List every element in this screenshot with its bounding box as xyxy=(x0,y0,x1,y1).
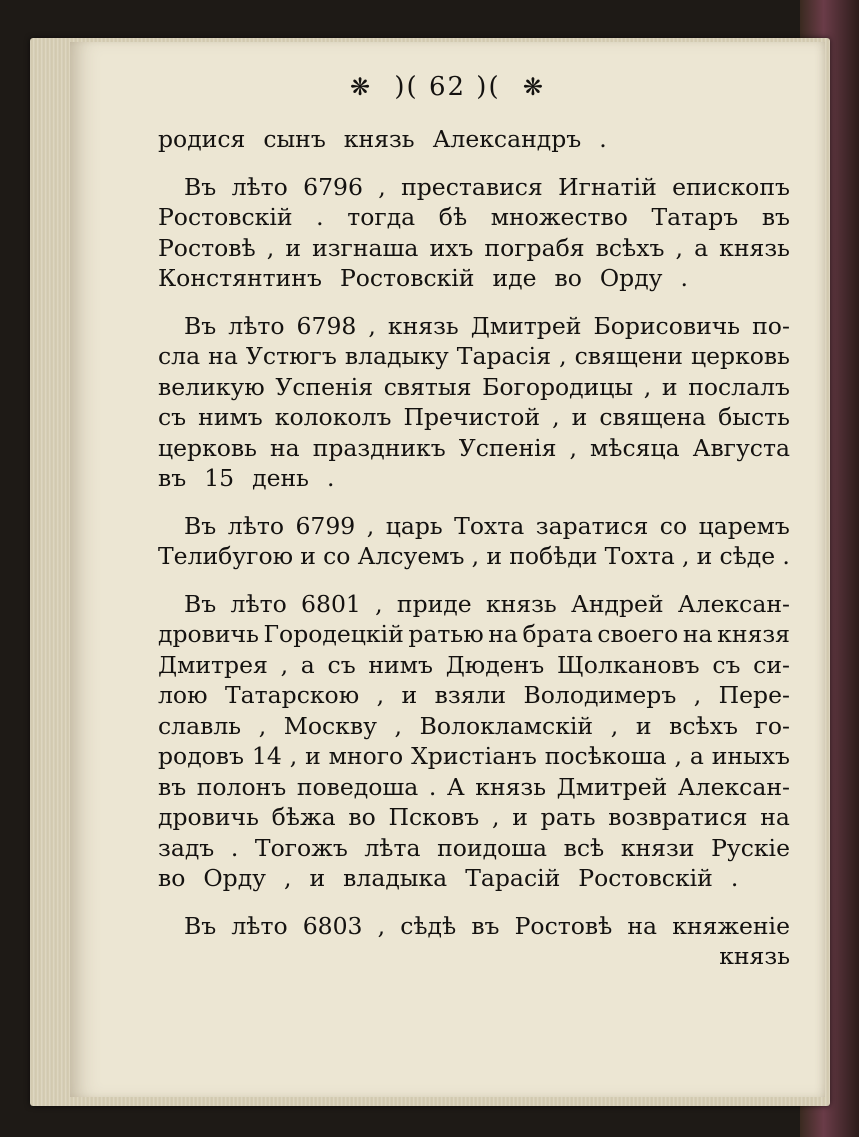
word: на xyxy=(760,803,790,831)
word: , xyxy=(289,742,298,770)
word: Констянтинъ xyxy=(158,264,322,292)
text-line xyxy=(158,124,790,155)
word: Татаръ xyxy=(651,203,739,231)
word: 6799 xyxy=(295,511,356,540)
word: епископъ xyxy=(672,172,790,201)
word: княженіе xyxy=(672,911,790,940)
text-line xyxy=(158,372,790,403)
word: поидоша xyxy=(437,833,548,862)
word: на xyxy=(208,342,238,370)
word: заратися xyxy=(535,511,649,540)
word: Дмитрей xyxy=(556,772,668,801)
word: , xyxy=(552,403,560,431)
word: и xyxy=(486,542,503,570)
word: Дюденъ xyxy=(445,650,545,679)
book-page xyxy=(70,42,825,1097)
word: нимъ xyxy=(368,650,433,679)
word: Успенія xyxy=(275,372,374,401)
word: Христіанъ xyxy=(411,742,537,770)
word: владыка xyxy=(343,864,448,892)
word: . xyxy=(782,542,790,570)
paragraph-6803 xyxy=(158,911,790,942)
word: во xyxy=(158,864,186,892)
word: на xyxy=(682,620,713,648)
paragraph-6799 xyxy=(158,511,790,572)
word: . xyxy=(680,264,688,292)
word: князя xyxy=(717,620,790,648)
word: Рускіе xyxy=(711,833,790,862)
word: Ростовѣ xyxy=(158,233,256,262)
word: Борисовичь xyxy=(593,311,741,340)
word: во xyxy=(554,264,582,292)
word: , xyxy=(368,311,376,340)
text-line xyxy=(158,650,790,681)
left-ornament-icon: ❋ xyxy=(350,73,373,101)
word: тогда xyxy=(347,203,416,231)
text-line xyxy=(158,741,790,772)
text-line xyxy=(158,711,790,742)
word: и xyxy=(571,403,588,431)
word: , xyxy=(284,864,292,892)
word: Алсуемъ xyxy=(357,542,465,570)
word: Пере- xyxy=(718,681,790,709)
word: родовъ xyxy=(158,742,244,770)
word: Алексан- xyxy=(677,589,790,618)
text-line xyxy=(158,833,790,864)
page-number: )( 62 )( xyxy=(394,72,501,102)
word: въ xyxy=(761,203,790,231)
word: . xyxy=(730,864,739,892)
word: въ xyxy=(158,464,187,492)
word: 6796 xyxy=(303,172,363,201)
text-line xyxy=(158,202,790,233)
word: Алексан- xyxy=(677,772,790,801)
word: , xyxy=(394,711,403,740)
word: Ростовскій xyxy=(339,264,475,292)
word: брата xyxy=(522,620,593,648)
text-line xyxy=(158,772,790,803)
catchword: князь xyxy=(719,942,790,970)
word: Володимеръ xyxy=(523,681,677,709)
word: Игнатій xyxy=(558,172,657,201)
word: Устюгъ xyxy=(245,342,337,370)
word: , xyxy=(376,681,385,709)
page-text xyxy=(158,124,790,972)
word: царемъ xyxy=(698,511,790,540)
word: всѣхъ xyxy=(669,711,738,740)
word: , xyxy=(491,803,500,831)
word: и xyxy=(696,542,713,570)
word: князь xyxy=(719,233,790,262)
word: побѣди xyxy=(509,542,598,570)
text-line xyxy=(158,511,790,542)
word: лѣто xyxy=(228,311,285,340)
word: сла xyxy=(158,342,201,370)
word: , xyxy=(366,511,375,540)
word: 6801 xyxy=(301,589,361,618)
word: нимъ xyxy=(198,403,263,431)
word: 14 xyxy=(251,742,282,770)
text-line xyxy=(158,172,790,203)
word: много xyxy=(328,742,404,770)
word: Въ xyxy=(184,589,217,618)
word: князь xyxy=(387,311,459,340)
word: князь xyxy=(475,772,547,801)
word: посѣкоша xyxy=(544,742,667,770)
word: на xyxy=(627,911,658,940)
word: Дмитрея xyxy=(158,650,268,679)
word: лѣто xyxy=(227,511,284,540)
word: сѣде xyxy=(719,542,776,570)
word: и xyxy=(300,542,316,570)
word: святыя xyxy=(383,372,472,401)
word: , xyxy=(377,911,386,940)
word: си- xyxy=(753,650,790,679)
word: своего xyxy=(597,620,679,648)
paragraph-6801 xyxy=(158,589,790,894)
word: Щолкановъ xyxy=(556,650,700,679)
word: князь xyxy=(485,589,557,618)
word: Псковъ xyxy=(388,803,480,831)
word: , xyxy=(610,711,619,740)
word: , xyxy=(674,742,682,770)
text-line xyxy=(158,541,790,572)
word: иныхъ xyxy=(711,742,790,770)
word: владыку xyxy=(344,342,449,370)
word: во xyxy=(348,803,376,831)
text-line xyxy=(158,341,790,372)
word: дровичь xyxy=(158,803,259,831)
word: въ xyxy=(158,772,187,801)
word: Богородицы xyxy=(482,372,634,401)
word: , xyxy=(258,711,267,740)
word: священа xyxy=(599,403,707,431)
word: , xyxy=(675,233,683,262)
word: Пречистой xyxy=(403,403,541,431)
word: лѣта xyxy=(364,833,421,862)
word: Тохта xyxy=(454,511,525,540)
word: , xyxy=(375,589,383,618)
word: Орду xyxy=(599,264,663,292)
word: , xyxy=(569,433,577,462)
word: колоколъ xyxy=(274,403,392,431)
word: и xyxy=(512,803,528,831)
word: Орду xyxy=(203,864,266,892)
text-line xyxy=(158,911,790,942)
word: 6803 xyxy=(302,911,363,940)
right-ornament-icon: ❋ xyxy=(522,73,545,101)
word: славль xyxy=(158,711,242,740)
word: . xyxy=(599,125,607,153)
paragraph-6798 xyxy=(158,311,790,494)
word: священи xyxy=(574,342,683,370)
word: Въ xyxy=(184,511,217,540)
text-line xyxy=(158,433,790,464)
word: церковь xyxy=(158,433,257,462)
word: князь xyxy=(343,125,415,153)
word: и xyxy=(309,864,326,892)
text-line xyxy=(158,863,790,894)
word: сѣдѣ xyxy=(400,911,457,940)
word: съ xyxy=(712,650,741,679)
word: приде xyxy=(396,589,472,618)
word: на xyxy=(269,433,300,462)
word: Дмитрей xyxy=(470,311,582,340)
word: , xyxy=(681,542,690,570)
word: по- xyxy=(752,311,790,340)
text-line xyxy=(158,589,790,620)
word: всѣхъ xyxy=(595,233,665,262)
word: Въ xyxy=(184,911,217,940)
word: а xyxy=(689,742,704,770)
word: Ростовскій xyxy=(158,203,293,231)
word: Ростовѣ xyxy=(514,911,613,940)
word: день xyxy=(252,464,309,492)
word: Въ xyxy=(184,172,217,201)
word: , xyxy=(559,342,567,370)
word: а xyxy=(694,233,709,262)
word: преставися xyxy=(401,172,543,201)
word: 6798 xyxy=(296,311,357,340)
word: , xyxy=(280,650,289,679)
word: сынъ xyxy=(263,125,326,153)
paragraph-1 xyxy=(158,124,790,155)
text-line xyxy=(158,311,790,342)
word: Волокламскій xyxy=(419,711,594,740)
word: , xyxy=(643,372,652,401)
word: великую xyxy=(158,372,265,401)
word: князи xyxy=(620,833,695,862)
word: лѣто xyxy=(231,172,288,201)
word: . xyxy=(428,772,437,801)
text-line xyxy=(158,619,790,650)
word: рать xyxy=(540,803,596,831)
word: а xyxy=(300,650,315,679)
word: Москву xyxy=(283,711,377,740)
word: въ xyxy=(471,911,500,940)
text-line xyxy=(158,680,790,711)
word: лою xyxy=(158,681,208,709)
word: дровичь xyxy=(158,620,259,648)
word: всѣ xyxy=(563,833,605,862)
word: и xyxy=(401,681,418,709)
word: и xyxy=(285,233,301,262)
word: Тарасія xyxy=(456,342,552,370)
text-line xyxy=(158,263,790,294)
word: со xyxy=(323,542,351,570)
word: поведоша xyxy=(296,772,419,801)
word: го- xyxy=(755,711,790,740)
paragraph-6796 xyxy=(158,172,790,294)
word: Тогожъ xyxy=(254,833,348,862)
word: бысть xyxy=(718,403,790,431)
word: Телибугою xyxy=(158,542,294,570)
word: съ xyxy=(327,650,356,679)
word: Тарасій xyxy=(465,864,561,892)
word: родися xyxy=(158,125,246,153)
word: , xyxy=(471,542,480,570)
word: , xyxy=(266,233,275,262)
word: возвратися xyxy=(608,803,748,831)
word: А xyxy=(446,772,465,801)
word: . xyxy=(326,464,335,492)
word: бѣжа xyxy=(271,803,336,831)
word: 15 xyxy=(204,464,235,492)
word: , xyxy=(693,681,702,709)
word: церковь xyxy=(691,342,790,370)
word: взяли xyxy=(434,681,507,709)
word: . xyxy=(316,203,324,231)
word: лѣто xyxy=(230,589,287,618)
word: ихъ xyxy=(429,233,474,262)
text-line xyxy=(158,463,790,494)
word: Александръ xyxy=(432,125,582,153)
word: полонъ xyxy=(196,772,287,801)
word: Въ xyxy=(184,311,217,340)
word: иде xyxy=(492,264,537,292)
word: Успенія xyxy=(458,433,557,462)
word: праздникъ xyxy=(312,433,446,462)
word: Андрей xyxy=(571,589,664,618)
word: ратью xyxy=(408,620,484,648)
text-line xyxy=(158,802,790,833)
word: Августа xyxy=(692,433,790,462)
word: съ xyxy=(158,403,187,431)
word: Городецкій xyxy=(263,620,404,648)
word: лѣто xyxy=(231,911,288,940)
word: пограбя xyxy=(484,233,585,262)
word: и xyxy=(305,742,321,770)
word: и xyxy=(661,372,678,401)
word: Ростовскій xyxy=(578,864,713,892)
word: послалъ xyxy=(688,372,790,401)
word: изгнаша xyxy=(312,233,419,262)
word: Тохта xyxy=(604,542,675,570)
word: . xyxy=(230,833,239,862)
word: и xyxy=(635,711,652,740)
page-header xyxy=(70,72,825,102)
word: , xyxy=(378,172,386,201)
word: задъ xyxy=(158,833,215,862)
word: Татарскою xyxy=(224,681,360,709)
word: множество xyxy=(490,203,628,231)
word: бѣ xyxy=(438,203,468,231)
word: мѣсяца xyxy=(590,433,680,462)
text-line xyxy=(158,233,790,264)
word: царь xyxy=(385,511,443,540)
word: со xyxy=(659,511,688,540)
text-line xyxy=(158,402,790,433)
word: на xyxy=(488,620,518,648)
